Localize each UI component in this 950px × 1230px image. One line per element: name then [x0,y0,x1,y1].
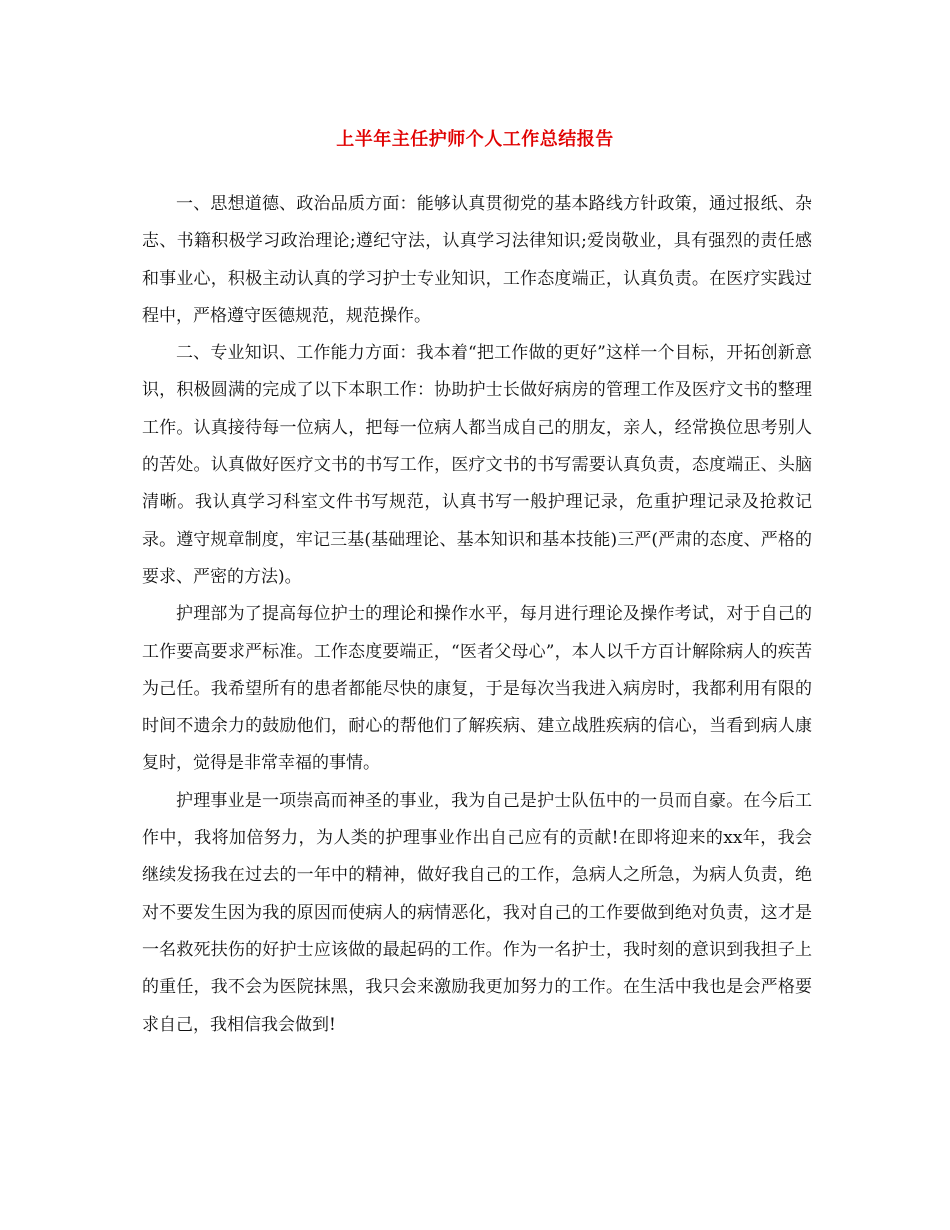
paragraph-professional-skills: 二、专业知识、工作能力方面：我本着“把工作做的更好”这样一个目标，开拓创新意识，积极圆满的完成了以下本职工作：协助护士长做好病房的管理工作及医疗文书的整理工作。认真接待每一位病人，把每一位病人都当成自己的朋友，亲人，经常换位思考别人的苦处。认真做好医疗文书的书写工作，医疗文书的书写需要认真负责，态度端正、头脑清晰。我认真学习科室文件书写规范，认真书写一般护理记录，危重护理记录及抢救记录。遵守规章制度，牢记三基(基础理论、基本知识和基本技能)三严(严肃的态度、严格的要求、严密的方法)。 [142,343,812,587]
document-title: 上半年主任护师个人工作总结报告 [336,129,614,150]
paragraph-ideology: 一、思想道德、政治品质方面：能够认真贯彻党的基本路线方针政策，通过报纸、杂志、书籍积极学习政治理论;遵纪守法，认真学习法律知识;爱岗敬业，具有强烈的责任感和事业心，积极主动认真的学习护士专业知识，工作态度端正，认真负责。在医疗实践过程中，严格遵守医德规范，规范操作。 [142,194,812,326]
paragraph-nursing-career: 护理事业是一项崇高而神圣的事业，我为自己是护士队伍中的一员而自豪。在今后工作中，我将加倍努力，为人类的护理事业作出自己应有的贡献!在即将迎来的xx年，我会继续发扬我在过去的一年中的精神，做好我自己的工作，急病人之所急，为病人负责，绝对不要发生因为我的原因而使病人的病情恶化，我对自己的工作要做到绝对负责，这才是一名救死扶伤的好护士应该做的最起码的工作。作为一名护士，我时刻的意识到我担子上的重任，我不会为医院抹黑，我只会来激励我更加努力的工作。在生活中我也是会严格要求自己，我相信我会做到! [142,790,812,1035]
paragraph-nursing-department: 护理部为了提高每位护士的理论和操作水平，每月进行理论及操作考试，对于自己的工作要高要求严标准。工作态度要端正，“医者父母心”，本人以千方百计解除病人的疾苦为己任。我希望所有的患者都能尽快的康复，于是每次当我进入病房时，我都利用有限的时间不遗余力的鼓励他们，耐心的帮他们了解疾病、建立战胜疾病的信心，当看到病人康复时，觉得是非常幸福的事情。 [142,604,812,774]
document-body [142,186,812,1044]
